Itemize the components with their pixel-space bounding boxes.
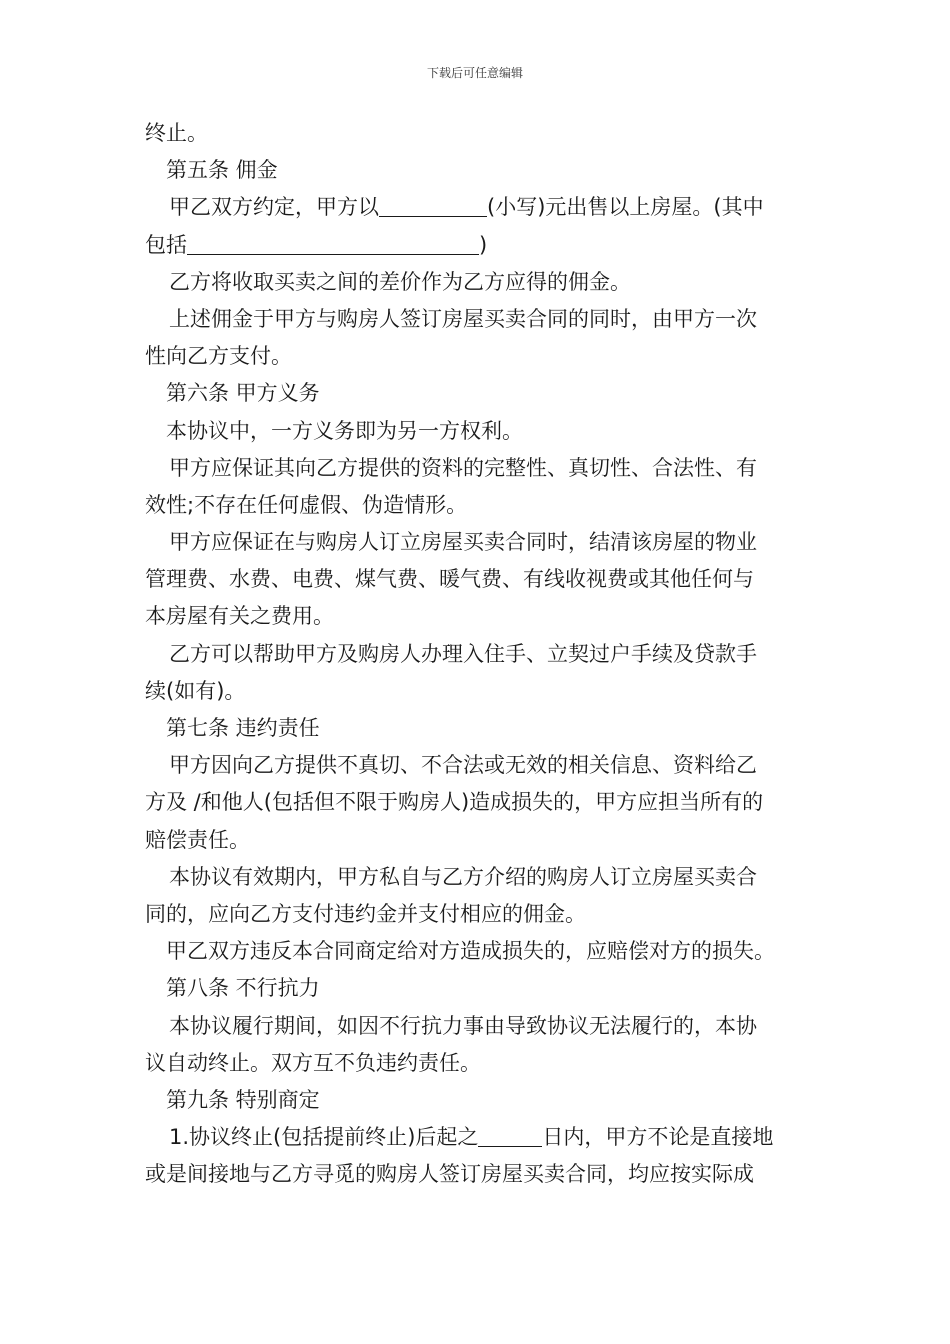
text-segment: 日内，甲方不论是直接地 [542,1125,774,1150]
paragraph-line: 议自动终止。双方互不负违约责任。 [145,1050,481,1075]
paragraph-line [145,1119,807,1156]
fill-in-blank [379,192,487,217]
fill-in-blank [478,1122,542,1147]
paragraph-line [145,189,807,226]
paragraph-line: 终止。 [145,121,208,145]
paragraph-line: 甲方应保证在与购房人订立房屋买卖合同时，结清该房屋的物业 [169,530,757,555]
paragraph-line: 续(如有)。 [145,678,246,703]
paragraph-line: 甲方因向乙方提供不真切、不合法或无效的相关信息、资料给乙 [169,753,757,778]
paragraph-line: 甲乙双方违反本合同商定给对方造成损失的，应赔偿对方的损失。 [166,939,775,964]
paragraph-line: 乙方将收取买卖之间的差价作为乙方应得的佣金。 [169,269,631,294]
text-segment: (小写)元出售以上房屋。(其中 [487,195,764,220]
paragraph-line [145,227,807,264]
paragraph-line: 性向乙方支付。 [145,344,292,369]
paragraph-line: 赔偿责任。 [145,827,250,852]
paragraph-line: 本房屋有关之费用。 [145,604,334,629]
article-heading: 第五条 佣金 [166,158,278,183]
paragraph-line: 甲方应保证其向乙方提供的资料的完整性、真切性、合法性、有 [169,455,757,480]
paragraph-line: 管理费、水费、电费、煤气费、暖气费、有线收视费或其他任何与 [145,567,754,592]
paragraph-line: 本协议履行期间，如因不行抗力事由导致协议无法履行的，本协 [169,1013,757,1038]
paragraph-line: 效性;不存在任何虚假、伪造情形。 [145,492,468,517]
text-segment: 甲乙双方约定，甲方以 [169,195,379,220]
paragraph-line: 或是间接地与乙方寻觅的购房人签订房屋买卖合同，均应按实际成 [145,1162,754,1187]
text-segment: 包括 [145,232,187,257]
page-header-note: 下载后可任意编辑 [426,66,523,80]
article-heading: 第九条 特别商定 [166,1087,320,1112]
paragraph-line: 上述佣金于甲方与购房人签订房屋买卖合同的同时，由甲方一次 [169,306,757,331]
article-heading: 第六条 甲方义务 [166,381,320,406]
article-heading: 第八条 不行抗力 [166,976,320,1001]
paragraph-line: 同的，应向乙方支付违约金并支付相应的佣金。 [145,901,586,926]
paragraph-line: 本协议有效期内，甲方私自与乙方介绍的购房人订立房屋买卖合 [169,864,757,889]
fill-in-blank [187,230,479,255]
text-segment: 1.协议终止(包括提前终止)后起之 [169,1125,479,1150]
document-body [145,115,807,1193]
paragraph-line: 本协议中，一方义务即为另一方权利。 [166,418,523,443]
article-heading: 第七条 违约责任 [166,716,320,740]
paragraph-line: 乙方可以帮助甲方及购房人办理入住手、立契过户手续及贷款手 [169,641,757,666]
paragraph-line: 方及 /和他人(包括但不限于购房人)造成损失的，甲方应担当所有的 [145,790,764,815]
text-segment: ) [479,232,488,257]
